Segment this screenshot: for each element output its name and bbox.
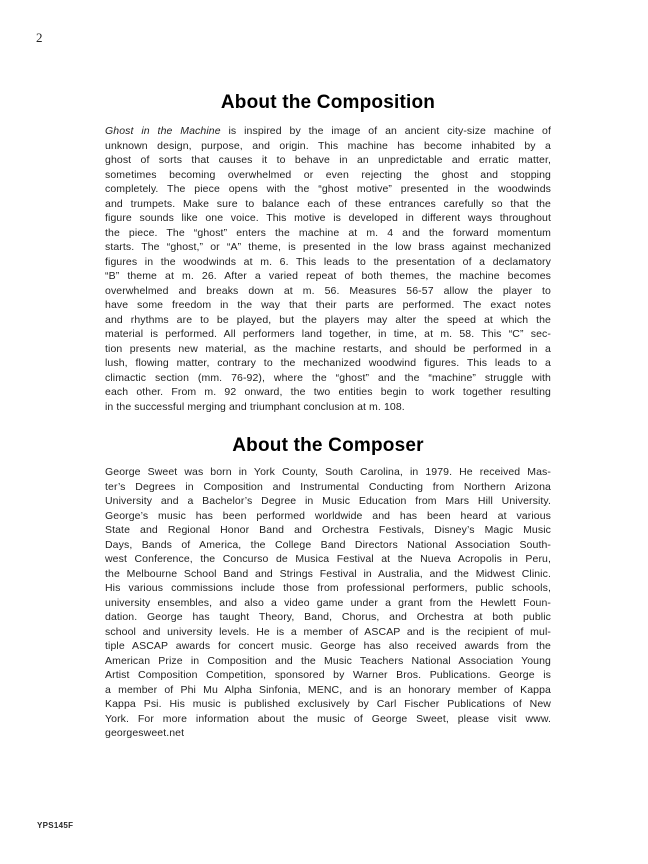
text-line: and trumpets. Make sure to balance each of these entrances carefully so that the: [105, 197, 551, 210]
page-number: 2: [36, 30, 43, 45]
text-line: figure sounds like one voice. This motive is developed in different ways throughout: [105, 212, 551, 224]
text-line: tion presents new material, as the machine restarts, and should be performed in a: [105, 342, 551, 355]
text-line: dation. George has taught Theory, Band, Chorus, and Orchestra at both public: [105, 611, 551, 623]
text-line: unknown design, purpose, and origin. This machine has become inhabited by a: [105, 139, 551, 152]
text-line: sometimes becoming overwhelmed or even rejecting the ghost and stopping: [105, 168, 551, 181]
text-line: university ensembles, and also a video game under a grant from the Hewlett Foun-: [105, 596, 551, 609]
text-line: American Prize in Composition and the Music Teachers National Association Young: [105, 654, 551, 667]
first-line-rest: is inspired by the image of an ancient city-size machine of: [220, 125, 551, 137]
text-line: “B” theme at m. 26. After a varied repeat of both themes, the machine becomes: [105, 270, 551, 282]
text-line: material is performed. All performers land together, in time, at m. 58. This “C” sec-: [105, 328, 551, 340]
text-line: ter’s Degrees in Composition and Instrumental Conducting from Northern Arizona: [105, 480, 551, 493]
text-line: school and university levels. He is a member of ASCAP and is the recipient of mul-: [105, 625, 551, 638]
composition-lines: [105, 139, 551, 415]
text-line: climactic section (mm. 76-92), where the “ghost” and the “machine” struggle with: [105, 371, 551, 384]
text-line: in the successful merging and triumphant conclusion at m. 108.: [105, 400, 405, 413]
about-composer-heading: About the Composer: [232, 435, 424, 456]
publisher-plate-code: YPS145F: [37, 821, 74, 830]
text-line: the Melbourne School Band and Strings Festival in Australia, and the Midwest Clinic.: [105, 567, 551, 580]
text-line: ghost of sorts that causes it to behave in an unpredictable and erratic matter,: [105, 154, 551, 166]
text-line: overwhelmed and breaks down at m. 56. Measures 56-57 allow the player to: [105, 284, 551, 297]
text-line: [105, 124, 551, 139]
text-line: the piece. The “ghost” enters the machine at m. 4 and the forward momentum: [105, 226, 551, 239]
text-line: tiple ASCAP awards for concert music. George has also received awards from the: [105, 640, 551, 652]
composer-lines: [105, 465, 551, 741]
text-line: a member of Phi Mu Alpha Sinfonia, MENC, and is an honorary member of Kappa: [105, 683, 551, 696]
text-line: and rhythms are to be played, but the players may alter the speed at which the: [105, 313, 551, 326]
about-composition-heading: About the Composition: [220, 92, 436, 113]
text-line: Kappa Psi. His music is published exclusively by Carl Fischer Publications of New: [105, 698, 551, 710]
text-line: Days, Bands of America, the College Band Directors National Association South-: [105, 538, 551, 551]
text-line: George Sweet was born in York County, South Carolina, in 1979. He received Mas-: [105, 466, 551, 478]
composer-paragraph: [105, 465, 551, 741]
composition-paragraph: [105, 124, 551, 414]
text-line: York. For more information about the music of George Sweet, please visit www.: [105, 712, 551, 725]
text-line: have some freedom in the way that their parts are performed. The exact notes: [105, 299, 551, 311]
work-title-italic: Ghost in the Machine: [105, 125, 221, 137]
text-line: each other. From m. 92 onward, the two entities begin to work together resulting: [105, 386, 551, 398]
text-line: George’s music has been performed worldwide and has been heard at various: [105, 509, 551, 522]
text-line: starts. The “ghost,” or “A” theme, is presented in the low brass against mechanized: [105, 241, 551, 253]
text-line: figures in the woodwinds at m. 6. This leads to the presentation of a declamatory: [105, 255, 551, 268]
text-line: completely. The piece opens with the “ghost motive” presented in the woodwinds: [105, 183, 551, 195]
text-line: State and Regional Honor Band and Orchestra Festivals, Disney’s Magic Music: [105, 524, 551, 536]
text-line: His various commissions include those from professional performers, public schools,: [105, 582, 551, 594]
text-line: Artist Composition Competition, sponsored by Warner Bros. Publications. George is: [105, 669, 551, 681]
text-line: west Conference, the Concurso de Musica Festival at the Nueva Acropolis in Peru,: [105, 553, 551, 565]
text-line: lush, flowing matter, contrary to the mechanized woodwind figures. This leads to a: [105, 357, 551, 369]
text-line: georgesweet.net: [105, 727, 185, 739]
text-line: University and a Bachelor’s Degree in Music Education from Mars Hill University.: [105, 495, 551, 507]
